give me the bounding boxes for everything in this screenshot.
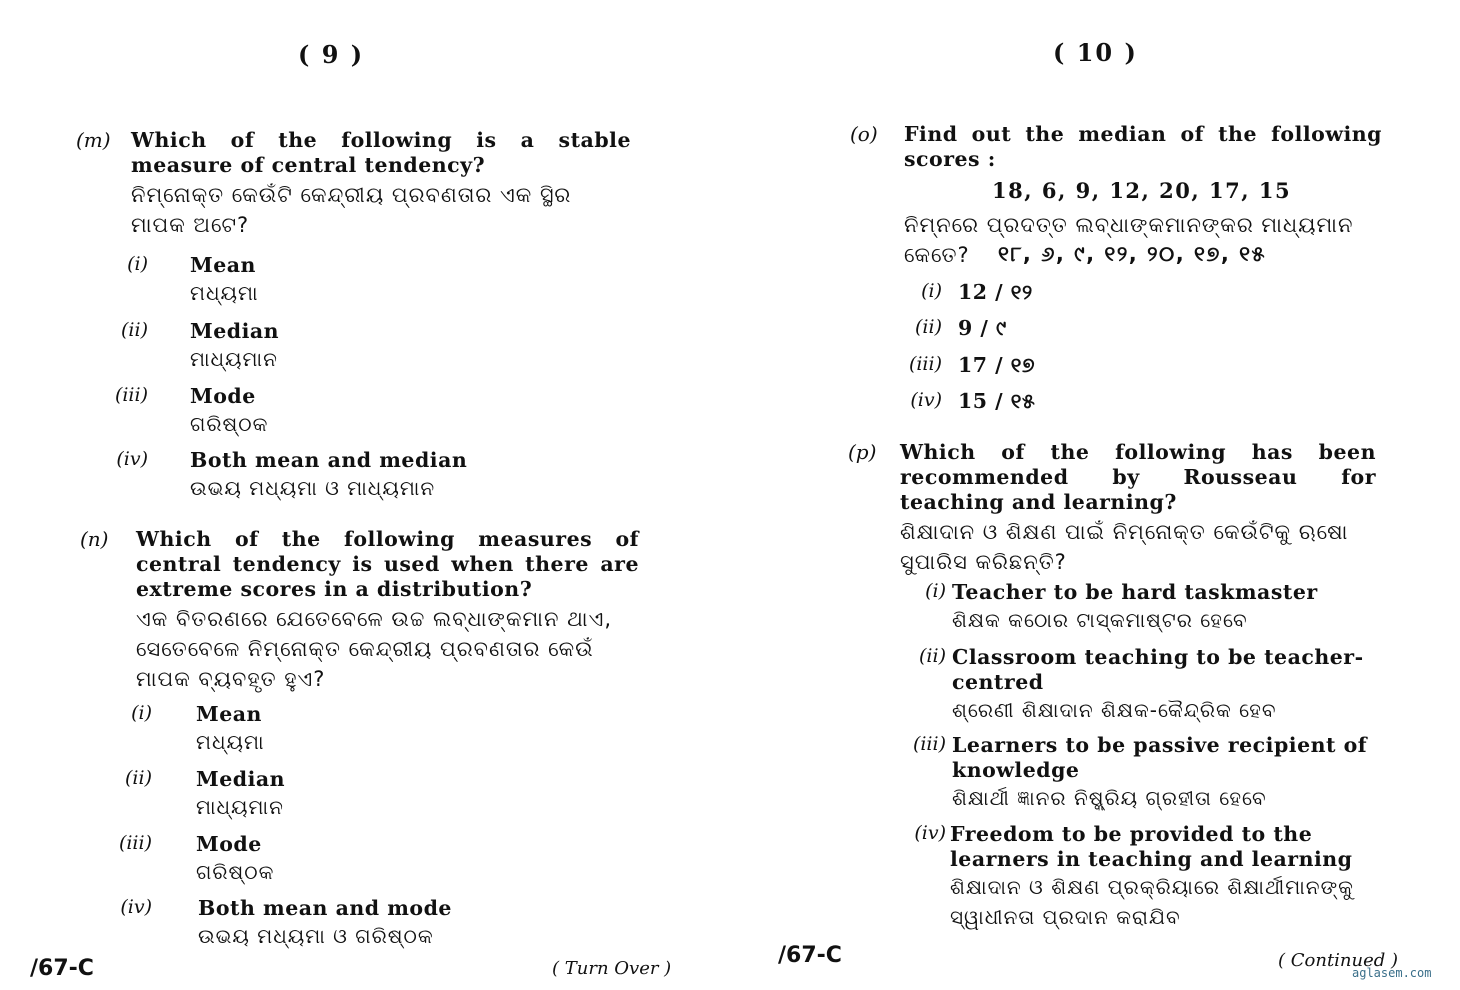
option-text-odia: ଗରିଷ୍ଠକ: [190, 412, 269, 436]
option-label: (ii): [121, 319, 148, 341]
option-text-english: Mean: [196, 702, 262, 726]
option-text-english: Learners to be passive recipient of knowledge: [952, 733, 1368, 782]
scores-odia: ୧୮, ୬, ୯, ୧୨, ୨୦, ୧୭, ୧୫: [998, 242, 1267, 266]
page-10: [730, 0, 1460, 990]
option-text-odia: ଶିକ୍ଷକ କଠୋର ଟାସ୍କମାଷ୍ଟର ହେବେ: [952, 608, 1248, 632]
question-text-english: Which of the following has been recommended by Rousseau for teaching and learning?: [900, 440, 1376, 514]
option-text: 12 / ୧୨: [958, 280, 1033, 304]
watermark: aglasem.com: [1352, 966, 1432, 980]
question-text-english: Find out the median of the following scores :: [904, 122, 1382, 171]
question-label: (n): [80, 527, 109, 551]
turn-over-note: ( Turn Over ): [552, 958, 672, 979]
option-label: (iii): [118, 832, 152, 854]
option-label: (ii): [919, 645, 946, 667]
option-text: 17 / ୧୭: [958, 353, 1036, 377]
option-text-odia: ଶିକ୍ଷାଦାନ ଓ ଶିକ୍ଷଣ ପ୍ରକ୍ରିୟାରେ ଶିକ୍ଷାର୍ଥୀମାନଙ୍କୁ ସ୍ୱାଧୀନତା ପ୍ରଦାନ କରାଯିବ: [950, 875, 1354, 929]
paper-code: /67-C: [30, 956, 94, 981]
question-text-odia: ନିମ୍ନରେ ପ୍ରଦତ୍ତ ଲବ୍ଧାଙ୍କମାନଙ୍କର ମାଧ୍ୟମାନ କେତେ?: [904, 213, 1354, 267]
option-text-odia: ଉଭୟ ମଧ୍ୟମା ଓ ମାଧ୍ୟମାନ: [190, 476, 436, 500]
question-label: (p): [848, 440, 877, 464]
option-text-english: Classroom teaching to be teacher-centred: [952, 645, 1364, 694]
option-label: (iv): [910, 389, 942, 411]
option-text-english: Median: [190, 319, 280, 343]
question-text-english: Which of the following is a stable measure of central tendency?: [131, 128, 631, 177]
option-text-odia: ମଧ୍ୟମା: [190, 281, 259, 305]
option-text-odia: ଶିକ୍ଷାର୍ଥୀ ଜ୍ଞାନର ନିଷ୍କ୍ରିୟ ଗ୍ରହୀତା ହେବେ: [952, 786, 1267, 810]
option-text-english: Mode: [196, 832, 262, 856]
option-label: (i): [131, 702, 152, 724]
option-label: (i): [127, 253, 148, 275]
option-label: (ii): [125, 767, 152, 789]
question-text-english: Which of the following measures of central tendency is used when there are extreme scores in a distribution?: [136, 527, 639, 601]
option-text-odia: ମଧ୍ୟମା: [196, 730, 265, 754]
option-text-odia: ଉଭୟ ମଧ୍ୟମା ଓ ଗରିଷ୍ଠକ: [198, 924, 434, 948]
option-label: (iii): [912, 733, 946, 755]
option-text: 9 / ୯: [958, 316, 1007, 340]
option-label: (iii): [908, 353, 942, 375]
paper-code: /67-C: [778, 943, 842, 968]
scores-english: 18, 6, 9, 12, 20, 17, 15: [992, 178, 1292, 203]
option-text-odia: ଶ୍ରେଣୀ ଶିକ୍ଷାଦାନ ଶିକ୍ଷକ-କୈନ୍ଦ୍ରିକ ହେବ: [952, 698, 1277, 722]
option-label: (iv): [914, 822, 946, 844]
option-text-english: Median: [196, 767, 286, 791]
option-label: (i): [925, 580, 946, 602]
option-label: (ii): [915, 316, 942, 338]
option-text-english: Freedom to be provided to the learners in teaching and learning: [950, 822, 1353, 871]
option-text-english: Both mean and median: [190, 448, 468, 472]
question-text-odia: ନିମ୍ନୋକ୍ତ କେଉଁଟି କେନ୍ଦ୍ରୀୟ ପ୍ରବଣତାର ଏକ ସ୍ଥିର ମାପକ ଅଟେ?: [131, 183, 572, 237]
option-label: (i): [921, 280, 942, 302]
option-text-odia: ମାଧ୍ୟମାନ: [190, 347, 278, 371]
question-text-odia: ଏକ ବିତରଣରେ ଯେତେବେଳେ ଉଚ୍ଚ ଲବ୍ଧାଙ୍କମାନ ଥାଏ, ସେତେବେଳେ ନିମ୍ନୋକ୍ତ କେନ୍ଦ୍ରୀୟ ପ୍ରବଣତାର କେଉଁ ମାପକ ବ୍ୟବହୃତ ହୁଏ?: [136, 607, 613, 691]
option-label: (iv): [116, 448, 148, 470]
option-text-english: Mean: [190, 253, 256, 277]
option-text-english: Teacher to be hard taskmaster: [952, 580, 1318, 604]
continued-note: ( Continued ): [1278, 950, 1399, 971]
option-label: (iv): [120, 896, 152, 918]
page-number: ( 9 ): [298, 40, 365, 69]
option-text-odia: ମାଧ୍ୟମାନ: [196, 795, 284, 819]
option-label: (iii): [114, 384, 148, 406]
page-number: ( 10 ): [1053, 38, 1138, 67]
question-text-odia: ଶିକ୍ଷାଦାନ ଓ ଶିକ୍ଷଣ ପାଇଁ ନିମ୍ନୋକ୍ତ କେଉଁଟିକୁ ଋଷୋ ସୁପାରିସ କରିଛନ୍ତି?: [900, 520, 1349, 574]
option-text-english: Both mean and mode: [198, 896, 452, 920]
option-text-odia: ଗରିଷ୍ଠକ: [196, 860, 275, 884]
question-label: (m): [76, 128, 111, 152]
option-text: 15 / ୧୫: [958, 389, 1036, 413]
option-text-english: Mode: [190, 384, 256, 408]
question-label: (o): [850, 122, 878, 146]
